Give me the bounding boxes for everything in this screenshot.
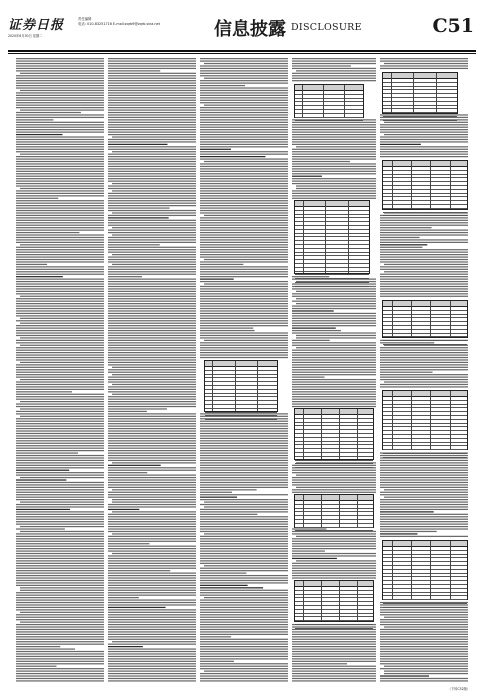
table-col4-top — [294, 84, 364, 118]
masthead — [8, 14, 476, 48]
table-col5-upper — [382, 160, 468, 210]
table-col5-bottom — [382, 540, 468, 600]
table-col3 — [204, 360, 278, 412]
section-title-english: DISCLOSURE — [291, 22, 362, 33]
table-col4-bottom-1 — [294, 494, 374, 528]
section-title: 信息披露 — [214, 19, 286, 40]
text-column-1 — [16, 56, 104, 684]
editor-label: 责任编辑 — [78, 17, 92, 21]
continuation-note: （下转C52版） — [447, 687, 470, 691]
table-col4-lower — [294, 408, 374, 460]
text-column-2 — [108, 56, 196, 684]
table-col5-lower — [382, 390, 468, 450]
table-col4-middle — [294, 200, 370, 274]
table-col5-top — [382, 72, 458, 114]
page-number: C51 — [432, 15, 474, 37]
editor-info — [78, 17, 160, 27]
table-col4-bottom-2 — [294, 580, 374, 622]
contact-line: 电话: 010-83251716 E-mail:zqrb9@zqrb.sina.net — [78, 22, 160, 26]
table-col5-middle — [382, 300, 468, 338]
issue-date: 2020年6月30日 星期二 — [8, 34, 43, 38]
masthead-rule-thin — [8, 53, 476, 54]
masthead-rule-thick — [8, 50, 476, 52]
newspaper-logo: 证券日报 — [8, 18, 65, 33]
